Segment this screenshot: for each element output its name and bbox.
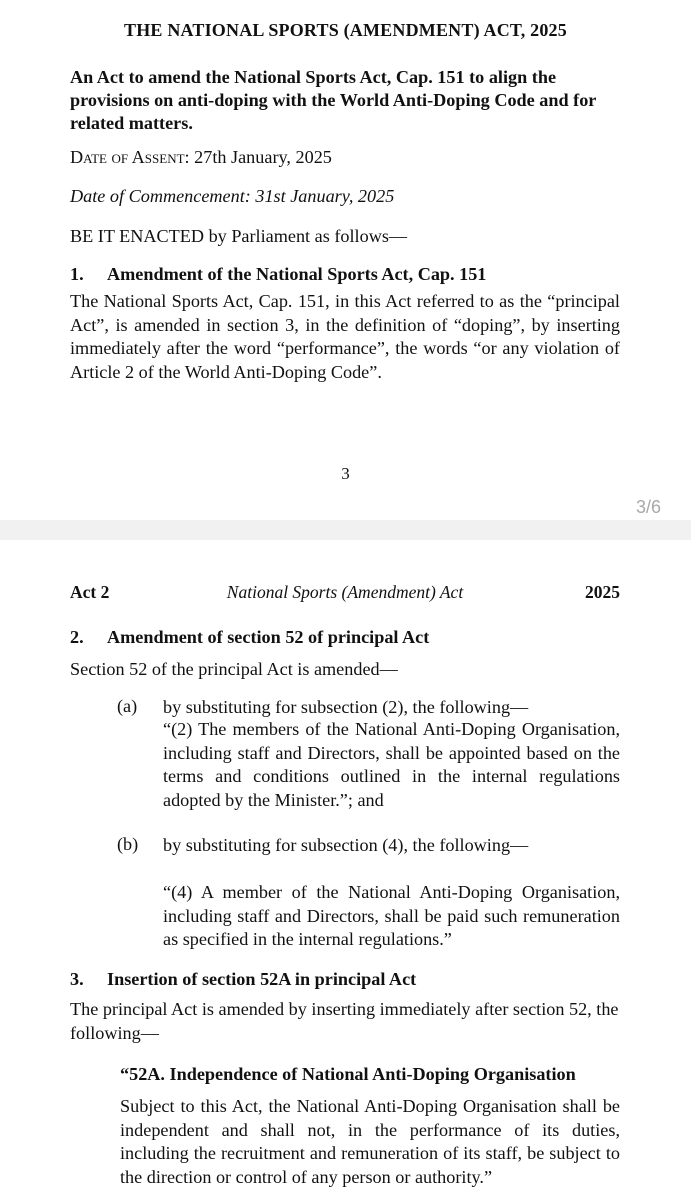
date-of-assent <box>70 147 332 168</box>
section-2-intro: Section 52 of the principal Act is amended— <box>70 659 398 679</box>
item-b-label: (b) <box>117 834 139 854</box>
running-head-title: National Sports (Amendment) Act <box>226 582 464 602</box>
page-separator <box>0 520 691 540</box>
running-head-year: 2025 <box>585 582 620 602</box>
assent-label: Date of Assent <box>70 147 185 167</box>
document-page-3 <box>0 0 691 520</box>
item-a-label: (a) <box>117 696 138 716</box>
running-head-act: Act 2 <box>70 582 110 602</box>
section-52a-heading: “52A. Independence of National Anti-Doping Organisation <box>120 1064 576 1084</box>
date-of-commencement: Date of Commencement: 31st January, 2025 <box>70 186 395 206</box>
section-3-heading <box>70 969 416 990</box>
section-1-body: The National Sports Act, Cap. 151, in this Act referred to as the “principal Act”, is amended in section 3, in the definition of “doping”, by inserting immediately after the word “performance”, the words “or any violation of Article 2 of the World Anti-Doping Code”. <box>70 291 620 382</box>
item-b-text: “(4) A member of the National Anti-Doping Organisation, including staff and Directors, shall be paid such remuneration as specified in the internal regulations.” <box>163 882 620 950</box>
page-number: 3 <box>341 464 350 483</box>
section-52a-body: Subject to this Act, the National Anti-Doping Organisation shall be independent and shall not, in the performance of its duties, including the recruitment and remuneration of its staff, be subject to the direction or control of any person or authority.” <box>120 1096 620 1187</box>
enacting-clause: BE IT ENACTED by Parliament as follows— <box>70 226 408 246</box>
section-2-heading <box>70 627 429 648</box>
act-title: THE NATIONAL SPORTS (AMENDMENT) ACT, 2025 <box>124 20 567 40</box>
section-1-title: Amendment of the National Sports Act, Cap. 151 <box>107 264 487 284</box>
section-2-number: 2. <box>70 627 84 647</box>
item-a-lead: by substituting for subsection (2), the following— <box>163 697 529 717</box>
item-b-lead: by substituting for subsection (4), the following— <box>163 835 529 855</box>
assent-value: : 27th January, 2025 <box>184 147 332 167</box>
section-2-title: Amendment of section 52 of principal Act <box>107 627 430 647</box>
section-3-intro: The principal Act is amended by inserting immediately after section 52, the following— <box>70 999 619 1043</box>
section-1-heading <box>70 264 486 285</box>
section-3-title: Insertion of section 52A in principal Act <box>107 969 417 989</box>
long-title: An Act to amend the National Sports Act, Cap. 151 to align the provisions on anti-doping with the World Anti-Doping Code and for related matters. <box>70 67 597 133</box>
item-a-text: “(2) The members of the National Anti-Doping Organisation, including staff and Directors, shall be appointed based on the terms and conditions outlined in the internal regulations adopted by the Minister.”; and <box>163 719 620 810</box>
page-indicator: 3/6 <box>635 497 661 517</box>
section-1-number: 1. <box>70 264 84 284</box>
section-3-number: 3. <box>70 969 84 989</box>
